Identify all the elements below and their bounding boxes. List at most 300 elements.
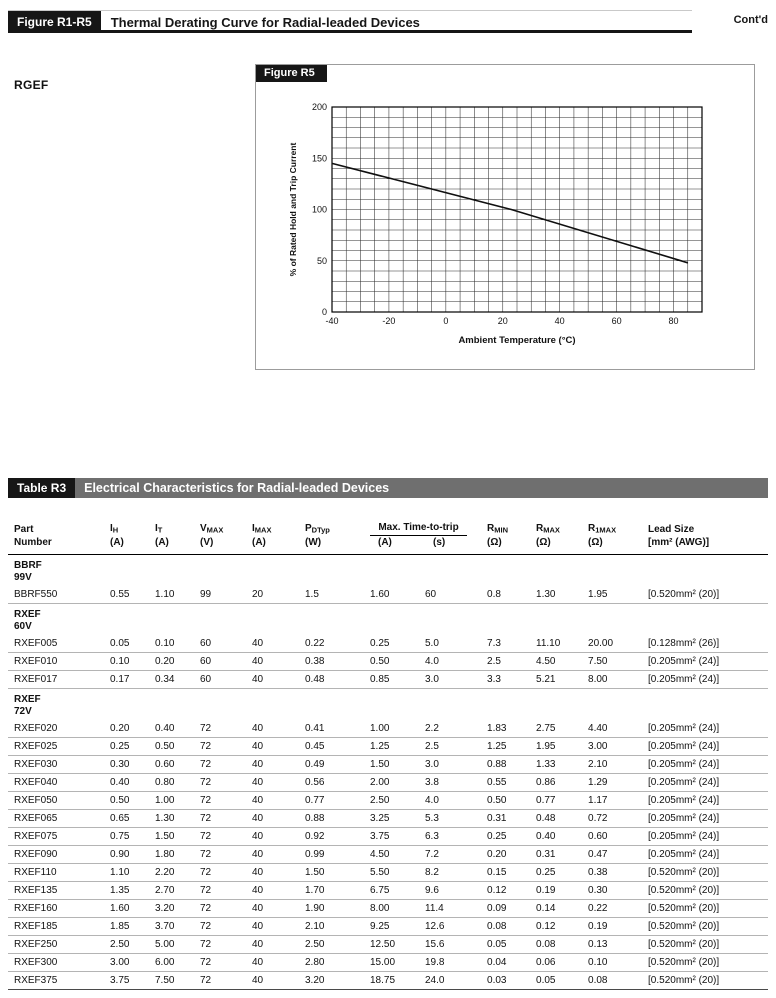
value-cell: 0.08	[487, 918, 536, 936]
col-header: RMAX	[536, 522, 560, 534]
value-cell: 1.30	[155, 810, 200, 828]
value-cell: 0.40	[536, 828, 588, 846]
header-row-units	[8, 537, 768, 555]
value-cell: 4.50	[370, 846, 425, 864]
value-cell: 0.60	[155, 756, 200, 774]
value-cell: 0.90	[110, 846, 155, 864]
value-cell: 0.48	[536, 810, 588, 828]
y-axis-label: % of Rated Hold and Trip Current	[288, 142, 298, 277]
value-cell: 40	[252, 720, 305, 738]
value-cell: 0.25	[110, 738, 155, 756]
table-head	[8, 522, 768, 555]
value-cell: 2.75	[536, 720, 588, 738]
value-cell: [0.128mm² (26)]	[648, 635, 768, 653]
part-number-cell: RXEF030	[8, 756, 110, 774]
electrical-characteristics-table	[8, 522, 768, 990]
value-cell: 2.5	[487, 653, 536, 671]
value-cell: 0.65	[110, 810, 155, 828]
value-cell: 0.30	[588, 882, 648, 900]
table-row	[8, 756, 768, 774]
value-cell: [0.520mm² (20)]	[648, 882, 768, 900]
section-row	[8, 604, 768, 636]
value-cell: 0.14	[536, 900, 588, 918]
col-unit: (A)	[252, 537, 305, 555]
value-cell: 0.20	[110, 720, 155, 738]
value-cell: 0.06	[536, 954, 588, 972]
value-cell: 72	[200, 972, 252, 990]
col-unit: [mm² (AWG)]	[648, 537, 768, 555]
page-title: Thermal Derating Curve for Radial-leaded Devices	[110, 15, 420, 30]
table-row	[8, 671, 768, 689]
figure-tag: Figure R5	[256, 65, 327, 82]
value-cell: 40	[252, 792, 305, 810]
value-cell: 2.50	[370, 792, 425, 810]
x-axis-label: Ambient Temperature (°C)	[458, 335, 576, 346]
value-cell: 72	[200, 738, 252, 756]
col-unit: (Ω)	[487, 537, 536, 555]
value-cell: 7.3	[487, 635, 536, 653]
value-cell: 5.21	[536, 671, 588, 689]
value-cell: 0.31	[536, 846, 588, 864]
document-header-left	[8, 10, 692, 33]
value-cell: 99	[200, 586, 252, 604]
value-cell: 72	[200, 828, 252, 846]
value-cell: 11.4	[425, 900, 487, 918]
value-cell: 0.03	[487, 972, 536, 990]
value-cell: 1.60	[110, 900, 155, 918]
table-row	[8, 774, 768, 792]
value-cell: 3.25	[370, 810, 425, 828]
table-row	[8, 864, 768, 882]
value-cell: 0.08	[588, 972, 648, 990]
value-cell: 11.10	[536, 635, 588, 653]
x-tick-label: 20	[497, 316, 508, 326]
value-cell: 2.80	[305, 954, 370, 972]
value-cell: 0.48	[305, 671, 370, 689]
value-cell: 1.00	[370, 720, 425, 738]
col-header: PDTyp	[305, 522, 330, 534]
section-label: RXEF 60V	[14, 609, 41, 632]
value-cell: 40	[252, 756, 305, 774]
value-cell: 72	[200, 918, 252, 936]
value-cell: 1.5	[305, 586, 370, 604]
section-label: BBRF 99V	[14, 560, 42, 583]
value-cell: 40	[252, 738, 305, 756]
table-row	[8, 653, 768, 671]
col-header: IMAX	[252, 522, 272, 534]
value-cell: 40	[252, 846, 305, 864]
value-cell: 1.80	[155, 846, 200, 864]
col-header: RMIN	[487, 522, 508, 534]
col-unit: (A)	[155, 537, 200, 555]
value-cell: 0.10	[110, 653, 155, 671]
value-cell: 40	[252, 918, 305, 936]
value-cell: 40	[252, 972, 305, 990]
col-unit: (V)	[200, 537, 252, 555]
value-cell: 8.00	[370, 900, 425, 918]
value-cell: 0.50	[110, 792, 155, 810]
value-cell: 0.30	[110, 756, 155, 774]
value-cell: 0.25	[370, 635, 425, 653]
value-cell: 72	[200, 846, 252, 864]
col-unit: (Ω)	[588, 537, 648, 555]
value-cell: 0.12	[536, 918, 588, 936]
col-unit: Number	[8, 537, 110, 555]
value-cell: 20	[252, 586, 305, 604]
value-cell: [0.205mm² (24)]	[648, 671, 768, 689]
value-cell: 18.75	[370, 972, 425, 990]
value-cell: 0.50	[487, 792, 536, 810]
value-cell: 40	[252, 864, 305, 882]
x-tick-label: -40	[325, 316, 339, 326]
part-number-cell: RXEF160	[8, 900, 110, 918]
table-row	[8, 810, 768, 828]
value-cell: 9.25	[370, 918, 425, 936]
value-cell: 0.56	[305, 774, 370, 792]
value-cell: 12.50	[370, 936, 425, 954]
value-cell: 6.3	[425, 828, 487, 846]
y-tick-label: 50	[316, 255, 327, 266]
value-cell: 3.00	[110, 954, 155, 972]
section-label: RXEF 72V	[14, 694, 41, 717]
value-cell: 0.75	[110, 828, 155, 846]
value-cell: 12.6	[425, 918, 487, 936]
value-cell: 0.92	[305, 828, 370, 846]
value-cell: 0.17	[110, 671, 155, 689]
value-cell: 0.05	[487, 936, 536, 954]
value-cell: 1.29	[588, 774, 648, 792]
value-cell: [0.205mm² (24)]	[648, 828, 768, 846]
value-cell: 0.38	[588, 864, 648, 882]
derating-curve-line	[332, 163, 688, 262]
value-cell: [0.205mm² (24)]	[648, 774, 768, 792]
value-cell: 72	[200, 720, 252, 738]
value-cell: 72	[200, 774, 252, 792]
value-cell: 15.00	[370, 954, 425, 972]
value-cell: 3.8	[425, 774, 487, 792]
value-cell: 1.17	[588, 792, 648, 810]
value-cell: 8.00	[588, 671, 648, 689]
value-cell: 1.95	[588, 586, 648, 604]
value-cell: 60	[200, 653, 252, 671]
value-cell: 0.19	[536, 882, 588, 900]
value-cell: 1.35	[110, 882, 155, 900]
value-cell: [0.205mm² (24)]	[648, 720, 768, 738]
value-cell: 72	[200, 756, 252, 774]
x-tick-label: 40	[554, 316, 565, 326]
value-cell: 40	[252, 671, 305, 689]
section-row	[8, 555, 768, 587]
value-cell: 40	[252, 828, 305, 846]
value-cell: 20.00	[588, 635, 648, 653]
value-cell: 72	[200, 792, 252, 810]
value-cell: 1.70	[305, 882, 370, 900]
value-cell: 0.10	[155, 635, 200, 653]
y-tick-label: 150	[311, 153, 327, 164]
table-row	[8, 936, 768, 954]
value-cell: 3.20	[155, 900, 200, 918]
value-cell: 0.34	[155, 671, 200, 689]
table-row	[8, 972, 768, 990]
value-cell: 2.2	[425, 720, 487, 738]
part-number-cell: RXEF090	[8, 846, 110, 864]
value-cell: [0.205mm² (24)]	[648, 792, 768, 810]
col-header-part: Part	[14, 524, 34, 535]
value-cell: 60	[200, 671, 252, 689]
col-unit: (A)	[110, 537, 155, 555]
value-cell: 2.70	[155, 882, 200, 900]
value-cell: 40	[252, 653, 305, 671]
value-cell: 7.50	[588, 653, 648, 671]
value-cell: 0.47	[588, 846, 648, 864]
value-cell: 0.50	[370, 653, 425, 671]
value-cell: 1.10	[110, 864, 155, 882]
value-cell: 2.10	[305, 918, 370, 936]
value-cell: 0.77	[536, 792, 588, 810]
value-cell: 0.25	[487, 828, 536, 846]
value-cell: 1.50	[305, 864, 370, 882]
device-label-rgef: RGEF	[14, 78, 49, 92]
value-cell: [0.205mm² (24)]	[648, 756, 768, 774]
value-cell: 15.6	[425, 936, 487, 954]
value-cell: 0.86	[536, 774, 588, 792]
value-cell: 0.15	[487, 864, 536, 882]
col-header: R1MAX	[588, 522, 617, 534]
value-cell: 4.40	[588, 720, 648, 738]
value-cell: 2.50	[110, 936, 155, 954]
table-row	[8, 586, 768, 604]
table-row	[8, 846, 768, 864]
value-cell: 1.60	[370, 586, 425, 604]
value-cell: 60	[425, 586, 487, 604]
header-row-symbols	[8, 522, 768, 537]
value-cell: 0.20	[487, 846, 536, 864]
value-cell: [0.520mm² (20)]	[648, 954, 768, 972]
value-cell: 0.40	[155, 720, 200, 738]
value-cell: 0.8	[487, 586, 536, 604]
table-row	[8, 792, 768, 810]
value-cell: 0.22	[588, 900, 648, 918]
value-cell: 0.88	[487, 756, 536, 774]
value-cell: 0.10	[588, 954, 648, 972]
value-cell: 0.88	[305, 810, 370, 828]
value-cell: 0.31	[487, 810, 536, 828]
table-row	[8, 918, 768, 936]
value-cell: 3.20	[305, 972, 370, 990]
value-cell: 3.0	[425, 671, 487, 689]
value-cell: 0.05	[536, 972, 588, 990]
value-cell: 1.10	[155, 586, 200, 604]
figure-range-tag: Figure R1-R5	[8, 11, 101, 30]
col-unit: (s)	[425, 537, 487, 555]
value-cell: 4.0	[425, 792, 487, 810]
col-unit: (W)	[305, 537, 370, 555]
value-cell: 60	[200, 635, 252, 653]
value-cell: 1.85	[110, 918, 155, 936]
value-cell: 0.40	[110, 774, 155, 792]
value-cell: [0.205mm² (24)]	[648, 653, 768, 671]
col-header: IT	[155, 522, 163, 534]
part-number-cell: RXEF010	[8, 653, 110, 671]
part-number-cell: RXEF075	[8, 828, 110, 846]
table-row	[8, 720, 768, 738]
value-cell: 3.3	[487, 671, 536, 689]
part-number-cell: RXEF050	[8, 792, 110, 810]
value-cell: 40	[252, 635, 305, 653]
y-tick-label: 200	[311, 102, 327, 112]
value-cell: 0.72	[588, 810, 648, 828]
value-cell: 5.50	[370, 864, 425, 882]
part-number-cell: RXEF110	[8, 864, 110, 882]
value-cell: 1.30	[536, 586, 588, 604]
value-cell: 0.05	[110, 635, 155, 653]
value-cell: 6.00	[155, 954, 200, 972]
value-cell: [0.520mm² (20)]	[648, 936, 768, 954]
value-cell: [0.520mm² (20)]	[648, 972, 768, 990]
value-cell: 5.0	[425, 635, 487, 653]
value-cell: 5.00	[155, 936, 200, 954]
x-tick-label: 0	[443, 316, 449, 326]
col-header-lead-size: Lead Size	[648, 524, 695, 535]
figure-r5-box	[255, 64, 755, 370]
value-cell: 1.00	[155, 792, 200, 810]
table-row	[8, 954, 768, 972]
value-cell: 72	[200, 810, 252, 828]
value-cell: 72	[200, 864, 252, 882]
table-header-bar	[8, 478, 768, 498]
section-row	[8, 689, 768, 721]
value-cell: [0.520mm² (20)]	[648, 586, 768, 604]
value-cell: 4.0	[425, 653, 487, 671]
value-cell: 0.85	[370, 671, 425, 689]
value-cell: 0.04	[487, 954, 536, 972]
table-title: Electrical Characteristics for Radial-leaded Devices	[75, 478, 768, 498]
part-number-cell: RXEF065	[8, 810, 110, 828]
part-number-cell: RXEF185	[8, 918, 110, 936]
x-tick-label: 60	[611, 316, 622, 326]
part-number-cell: RXEF025	[8, 738, 110, 756]
x-tick-label: 80	[668, 316, 679, 326]
table-row	[8, 882, 768, 900]
part-number-cell: RXEF135	[8, 882, 110, 900]
part-number-cell: RXEF020	[8, 720, 110, 738]
value-cell: 72	[200, 954, 252, 972]
value-cell: 6.75	[370, 882, 425, 900]
value-cell: 0.45	[305, 738, 370, 756]
value-cell: [0.520mm² (20)]	[648, 918, 768, 936]
value-cell: 9.6	[425, 882, 487, 900]
value-cell: 1.83	[487, 720, 536, 738]
value-cell: 1.50	[155, 828, 200, 846]
value-cell: 1.25	[487, 738, 536, 756]
value-cell: 0.55	[110, 586, 155, 604]
contd-label: Cont'd	[733, 14, 768, 26]
value-cell: [0.205mm² (24)]	[648, 738, 768, 756]
grid-lines	[332, 107, 702, 312]
value-cell: 3.0	[425, 756, 487, 774]
y-tick-label: 0	[321, 307, 327, 317]
part-number-cell: RXEF300	[8, 954, 110, 972]
part-number-cell: RXEF250	[8, 936, 110, 954]
value-cell: 0.25	[536, 864, 588, 882]
value-cell: 40	[252, 774, 305, 792]
value-cell: 2.00	[370, 774, 425, 792]
value-cell: [0.520mm² (20)]	[648, 900, 768, 918]
part-number-cell: RXEF017	[8, 671, 110, 689]
value-cell: 0.22	[305, 635, 370, 653]
value-cell: 7.50	[155, 972, 200, 990]
col-header: VMAX	[200, 522, 224, 534]
value-cell: 24.0	[425, 972, 487, 990]
value-cell: 0.09	[487, 900, 536, 918]
value-cell: 0.20	[155, 653, 200, 671]
value-cell: 2.20	[155, 864, 200, 882]
value-cell: 7.2	[425, 846, 487, 864]
value-cell: 8.2	[425, 864, 487, 882]
value-cell: 5.3	[425, 810, 487, 828]
table-tag: Table R3	[8, 478, 75, 498]
value-cell: [0.205mm² (24)]	[648, 810, 768, 828]
value-cell: 0.60	[588, 828, 648, 846]
value-cell: 0.38	[305, 653, 370, 671]
value-cell: 1.33	[536, 756, 588, 774]
value-cell: 0.55	[487, 774, 536, 792]
value-cell: 1.25	[370, 738, 425, 756]
col-header: IH	[110, 522, 119, 534]
table-row	[8, 828, 768, 846]
value-cell: 1.95	[536, 738, 588, 756]
value-cell: 72	[200, 882, 252, 900]
y-tick-label: 100	[311, 204, 327, 215]
value-cell: 3.75	[110, 972, 155, 990]
col-unit: (Ω)	[536, 537, 588, 555]
value-cell: 0.12	[487, 882, 536, 900]
value-cell: [0.520mm² (20)]	[648, 864, 768, 882]
value-cell: [0.205mm² (24)]	[648, 846, 768, 864]
value-cell: 1.90	[305, 900, 370, 918]
value-cell: 72	[200, 936, 252, 954]
col-unit: (A)	[370, 537, 425, 555]
value-cell: 72	[200, 900, 252, 918]
value-cell: 40	[252, 936, 305, 954]
value-cell: 3.75	[370, 828, 425, 846]
part-number-cell: RXEF375	[8, 972, 110, 990]
value-cell: 0.99	[305, 846, 370, 864]
value-cell: 2.5	[425, 738, 487, 756]
value-cell: 0.80	[155, 774, 200, 792]
value-cell: 1.50	[370, 756, 425, 774]
part-number-cell: RXEF040	[8, 774, 110, 792]
table-row	[8, 900, 768, 918]
part-number-cell: BBRF550	[8, 586, 110, 604]
thermal-derating-chart	[266, 93, 746, 355]
document-header	[8, 10, 768, 33]
value-cell: 19.8	[425, 954, 487, 972]
value-cell: 3.70	[155, 918, 200, 936]
value-cell: 40	[252, 900, 305, 918]
value-cell: 0.41	[305, 720, 370, 738]
value-cell: 0.50	[155, 738, 200, 756]
value-cell: 4.50	[536, 653, 588, 671]
value-cell: 40	[252, 810, 305, 828]
value-cell: 0.77	[305, 792, 370, 810]
value-cell: 40	[252, 954, 305, 972]
value-cell: 0.49	[305, 756, 370, 774]
value-cell: 0.08	[536, 936, 588, 954]
table-body	[8, 555, 768, 990]
value-cell: 40	[252, 882, 305, 900]
table-row	[8, 635, 768, 653]
